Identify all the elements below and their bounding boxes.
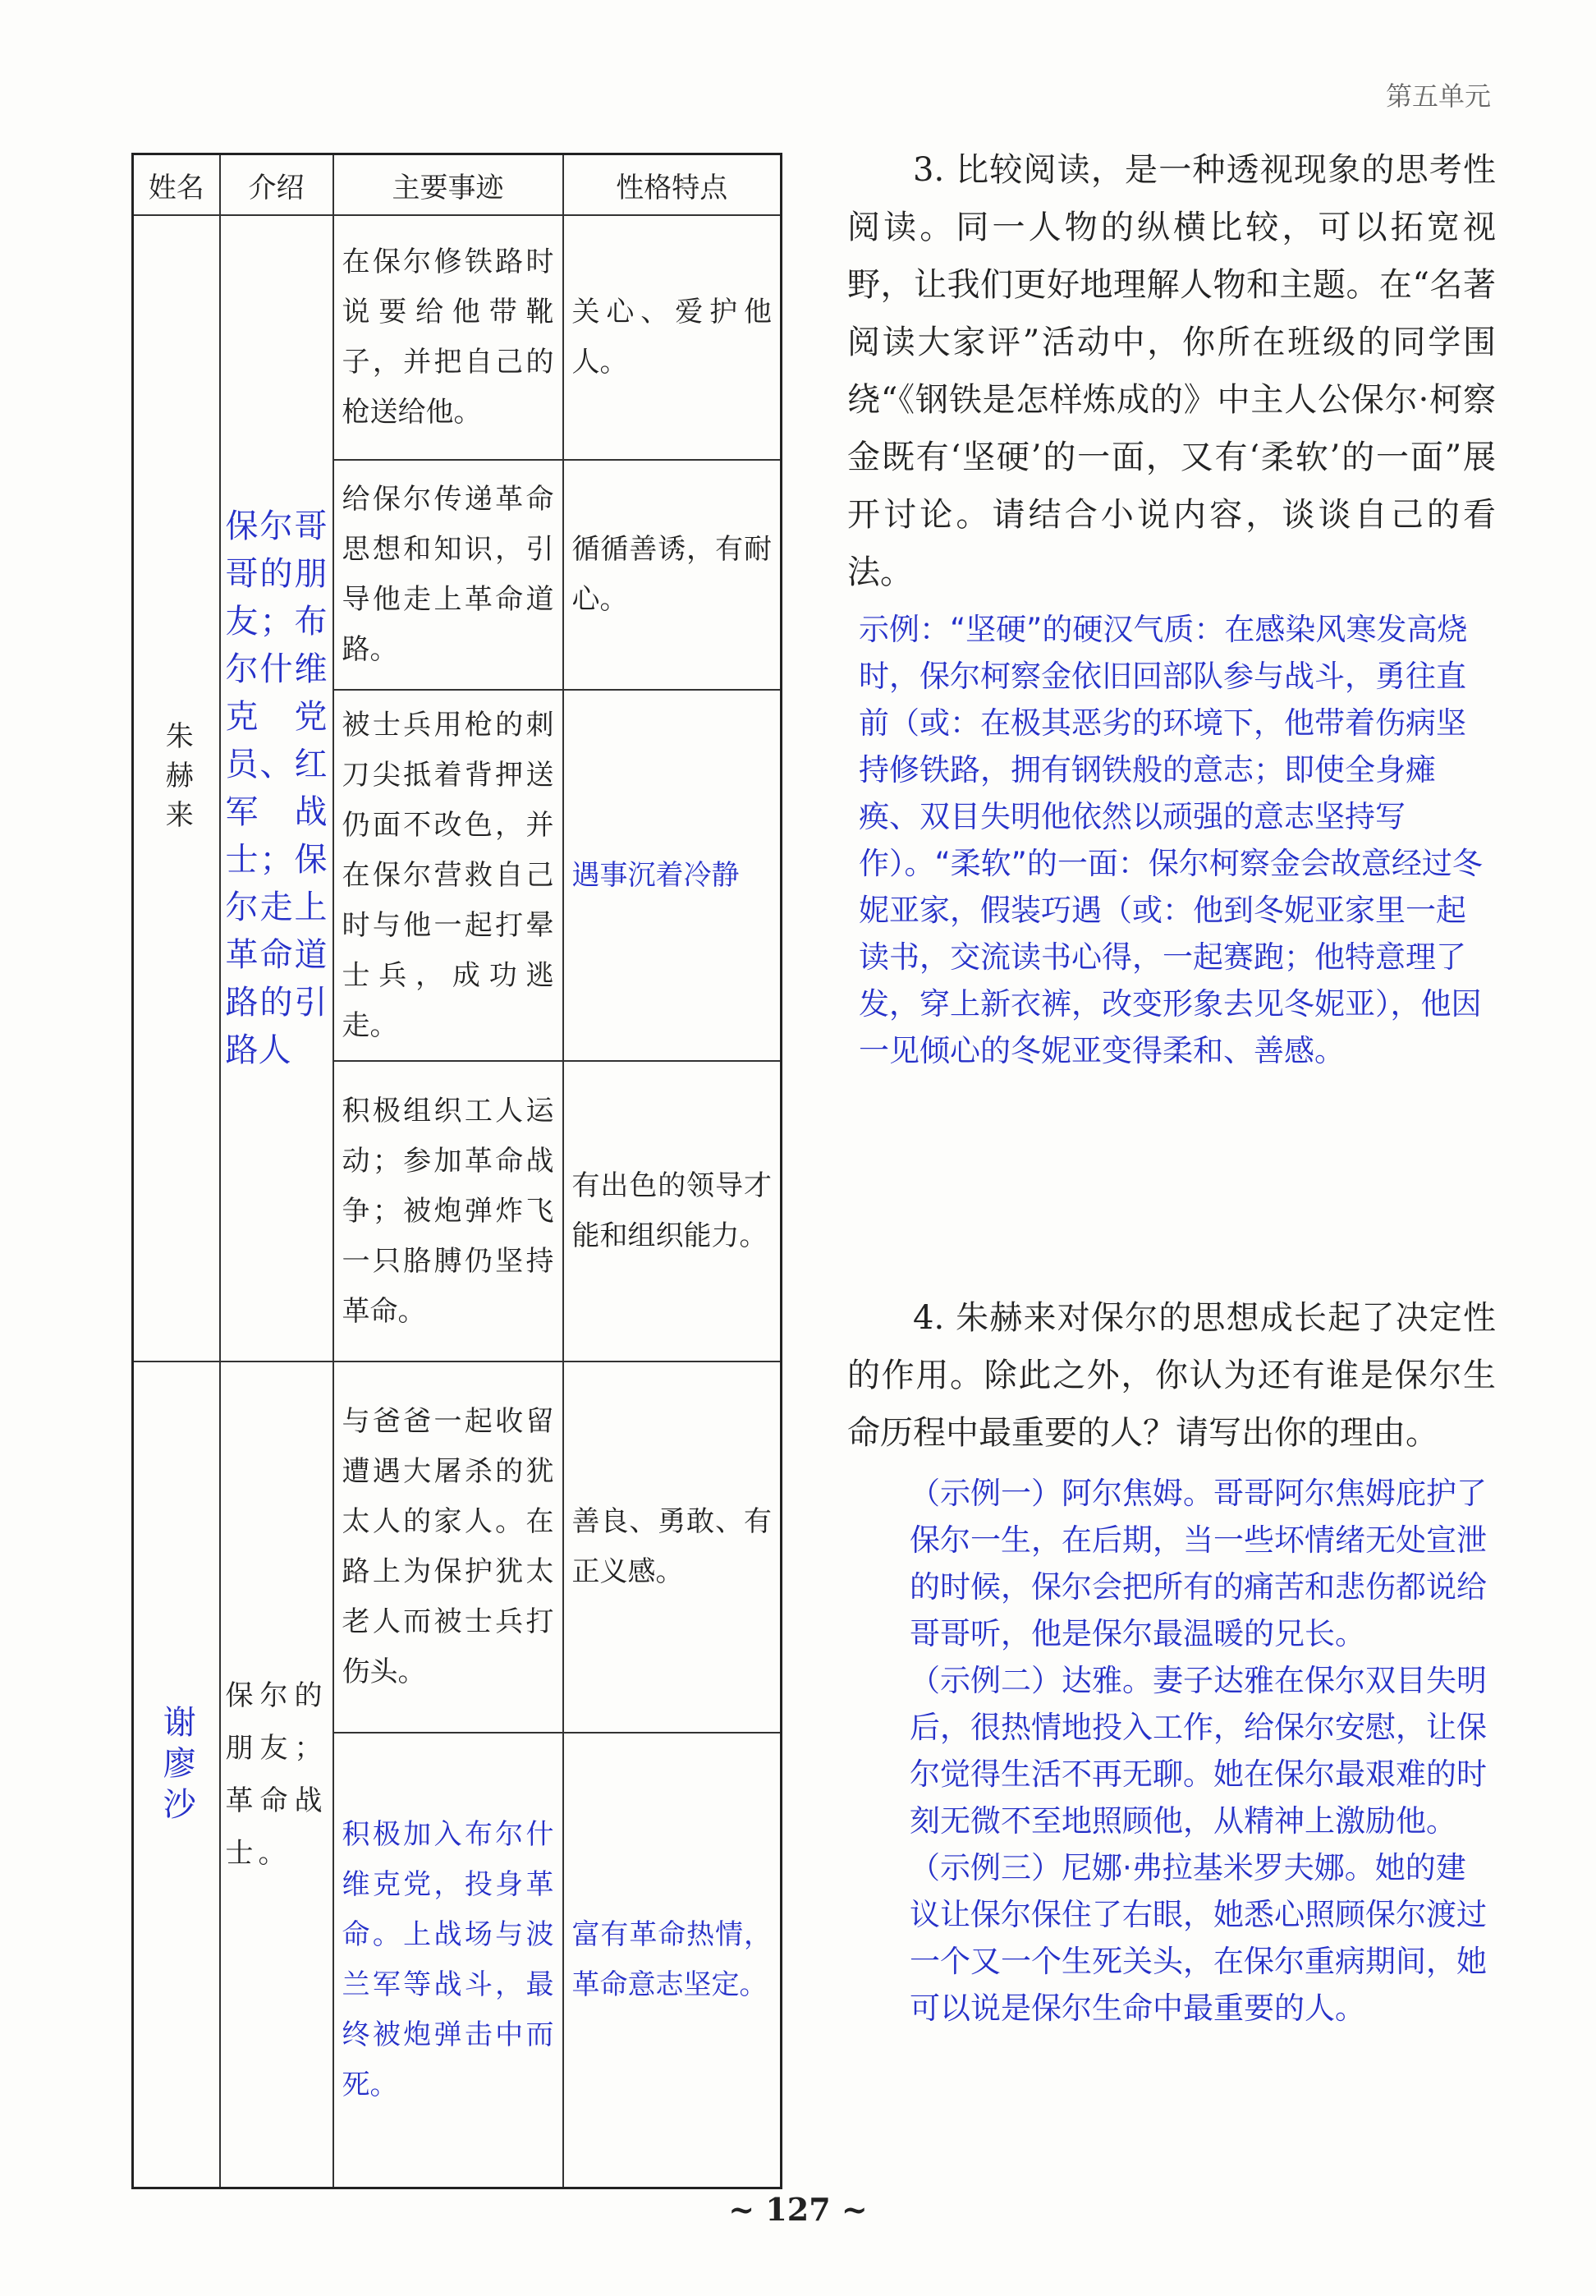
intro-text: 保尔的朋友；革命战士。 — [225, 1679, 328, 1870]
name-cell-xie — [133, 1362, 220, 2188]
header-traits: 性格特点 — [563, 154, 782, 216]
header-events: 主要事迹 — [333, 154, 563, 216]
trait-cell: 有出色的领导才能和组织能力。 — [563, 1061, 782, 1362]
event-cell: 积极加入布尔什维克党，投身革命。上战场与波兰军等战斗，最终被炮弹击中而死。 — [333, 1733, 563, 2188]
table-row — [133, 215, 782, 460]
event-cell: 与爸爸一起收留遭遇大屠杀的犹太人的家人。在路上为保护犹太老人而被士兵打伤头。 — [333, 1362, 563, 1733]
event-cell: 被士兵用枪的刺刀尖抵着背押送仍面不改色，并在保尔营救自己时与他一起打晕士兵，成功逃走。 — [333, 690, 563, 1061]
event-cell: 积极组织工人运动；参加革命战争；被炮弹炸飞一只胳膊仍坚持革命。 — [333, 1061, 563, 1362]
page-number: ~ 127 ~ — [728, 2191, 868, 2228]
trait-cell: 循循善诱，有耐心。 — [563, 460, 782, 690]
name-cell-zhu — [133, 215, 220, 1362]
unit-label: 第五单元 — [1385, 80, 1491, 112]
answer-text: 示例：“坚硬”的硬汉气质：在感染风寒发高烧时，保尔柯察金依旧回部队参与战斗，勇往直前（或：在极其恶劣的环境下，他带着伤病坚持修铁路，拥有钢铁般的意志；即使全身瘫痪、双目失明他依然以顽强的意志坚持写作）。“柔软”的一面：保尔柯察金会故意经过冬妮亚家，假装巧遇（或：他到冬妮亚家里一起读书，交流读书心得，一起赛跑；他特意理了发，穿上新衣裤，改变形象去见冬妮亚），他因一见倾心的冬妮亚变得柔和、善感。 — [859, 612, 1483, 1068]
question-4 — [847, 1289, 1496, 2032]
intro-cell-zhu — [220, 215, 333, 1362]
trait-cell: 关心、爱护他人。 — [563, 215, 782, 460]
header-intro: 介绍 — [220, 154, 333, 216]
trait-cell: 善良、勇敢、有正义感。 — [563, 1362, 782, 1733]
answer-example: （示例一）阿尔焦姆。哥哥阿尔焦姆庇护了保尔一生，在后期，当一些坏情绪无处宣泄的时候，保尔会把所有的痛苦和悲伤都说给哥哥听，他是保尔最温暖的兄长。 — [910, 1476, 1487, 1651]
question-3-answer — [847, 606, 1496, 1074]
intro-cell-xie — [220, 1362, 333, 2188]
header-name: 姓名 — [133, 154, 220, 216]
intro-text: 保尔哥哥的朋友；布尔什维克党员、红军战士；保尔走上革命道路的引路人 — [225, 507, 328, 1069]
question-3-text: 3. 比较阅读，是一种透视现象的思考性阅读。同一人物的纵横比较，可以拓宽视野，让我们更好地理解人物和主题。在“名著阅读大家评”活动中，你所在班级的同学围绕“《钢铁是怎样炼成的》中主人公保尔·柯察金既有‘坚硬’的一面，又有‘柔软’的一面”展开讨论。请结合小说内容，谈谈自己的看法。 — [847, 151, 1496, 591]
question-4-answers — [847, 1470, 1496, 2032]
character-table — [131, 153, 782, 2189]
trait-cell: 富有革命热情，革命意志坚定。 — [563, 1733, 782, 2188]
question-3 — [847, 141, 1496, 1074]
question-4-text: 4. 朱赫来对保尔的思想成长起了决定性的作用。除此之外，你认为还有谁是保尔生命历程中最重要的人？请写出你的理由。 — [847, 1299, 1496, 1452]
event-cell: 给保尔传递革命思想和知识，引导他走上革命道路。 — [333, 460, 563, 690]
event-cell: 在保尔修铁路时说要给他带靴子，并把自己的枪送给他。 — [333, 215, 563, 460]
table-row — [133, 1362, 782, 1733]
character-name: 朱赫来 — [160, 721, 194, 839]
character-name: 谢廖沙 — [158, 1705, 196, 1828]
answer-example: （示例三）尼娜·弗拉基米罗夫娜。她的建议让保尔保住了右眼，她悉心照顾保尔渡过一个又一个生死关头，在保尔重病期间，她可以说是保尔生命中最重要的人。 — [910, 1850, 1487, 2026]
table-header-row — [133, 154, 782, 216]
answer-example: （示例二）达雅。妻子达雅在保尔双目失明后，很热情地投入工作，给保尔安慰，让保尔觉得生活不再无聊。她在保尔最艰难的时刻无微不至地照顾他，从精神上激励他。 — [910, 1663, 1487, 1839]
trait-cell: 遇事沉着冷静 — [563, 690, 782, 1061]
